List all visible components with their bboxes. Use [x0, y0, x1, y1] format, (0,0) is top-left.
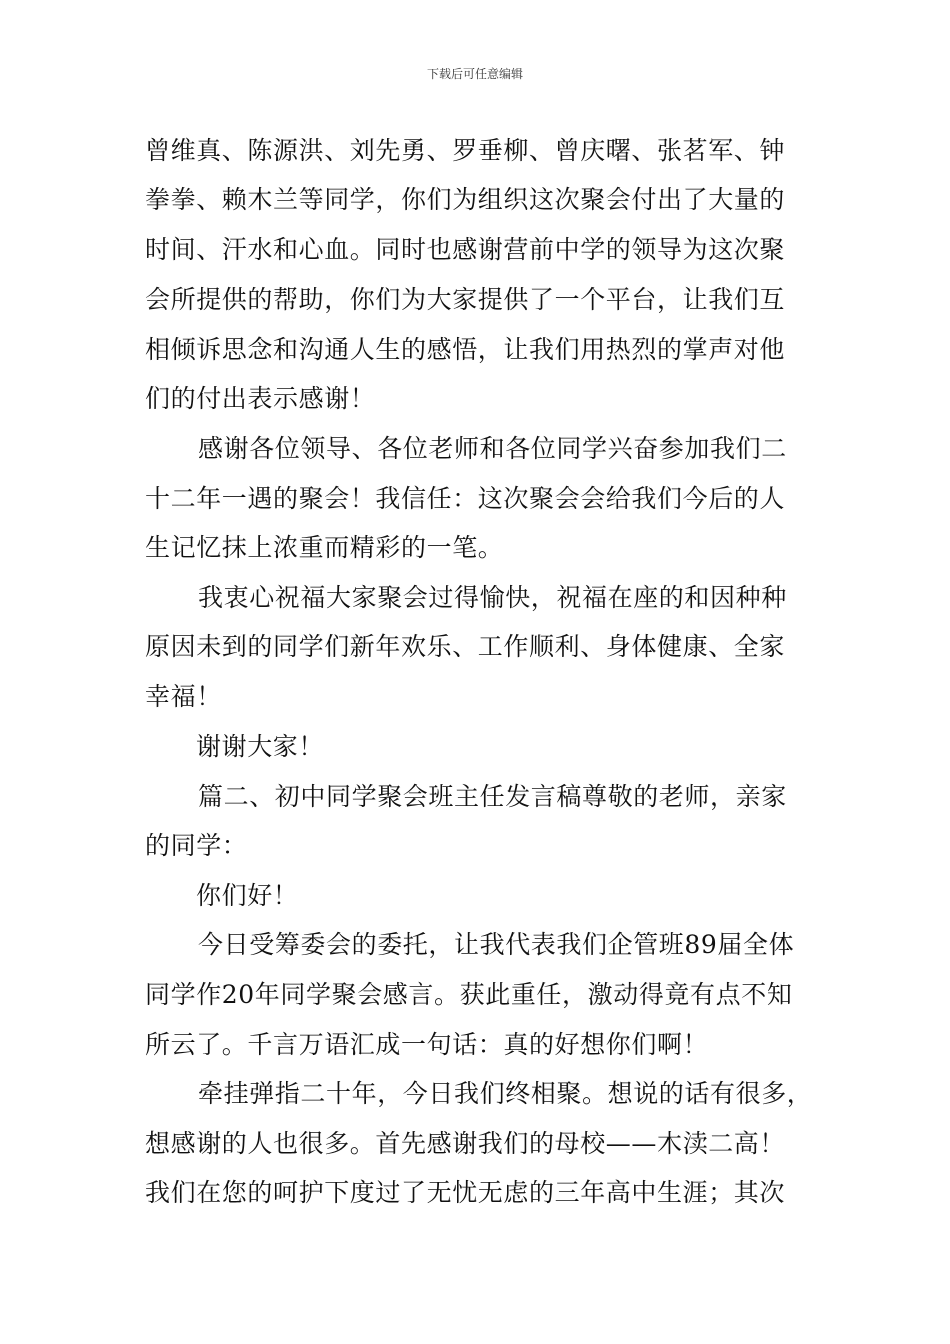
text-line: 的同学： [145, 831, 248, 860]
text-line: 曾维真、陈源洪、刘先勇、罗垂柳、曾庆曙、张茗军、钟 [145, 136, 786, 165]
text-line: 生记忆抹上浓重而精彩的一笔。 [145, 533, 504, 562]
paragraph-first-line: 今日受筹委会的委托，让我代表我们企管班89届全体 [198, 930, 795, 959]
text-line: 相倾诉思念和沟通人生的感悟，让我们用热烈的掌声对他 [145, 335, 786, 364]
text-line: 十二年一遇的聚会！我信任：这次聚会会给我们今后的人 [145, 484, 786, 513]
text-line: 会所提供的帮助，你们为大家提供了一个平台，让我们互 [145, 285, 786, 314]
page-header: 下载后可任意编辑 [426, 67, 523, 81]
paragraph-first-line: 你们好！ [196, 881, 299, 910]
text-line: 原因未到的同学们新年欢乐、工作顺利、身体健康、全家 [145, 632, 786, 661]
text-line: 拳拳、赖木兰等同学，你们为组织这次聚会付出了大量的 [145, 185, 786, 214]
text-line: 幸福！ [145, 682, 222, 711]
paragraph-first-line: 谢谢大家！ [196, 732, 325, 761]
text-line: 同学作20年同学聚会感言。获此重任，激动得竟有点不知 [145, 980, 793, 1009]
paragraph-first-line: 我衷心祝福大家聚会过得愉快，祝福在座的和因种种 [198, 583, 787, 612]
paragraph-first-line: 感谢各位领导、各位老师和各位同学兴奋参加我们二 [198, 434, 787, 463]
section-heading-line: 篇二、初中同学聚会班主任发言稿尊敬的老师，亲家 [198, 782, 787, 811]
text-line: 所云了。千言万语汇成一句话：真的好想你们啊！ [145, 1030, 709, 1059]
text-line: 时间、汗水和心血。同时也感谢营前中学的领导为这次聚 [145, 235, 786, 264]
text-line: 想感谢的人也很多。首先感谢我们的母校——木渎二高！ [145, 1129, 786, 1158]
text-line: 们的付出表示感谢！ [145, 384, 376, 413]
paragraph-first-line: 牵挂弹指二十年，今日我们终相聚。想说的话有很多， [198, 1079, 813, 1108]
text-line: 我们在您的呵护下度过了无忧无虑的三年高中生涯；其次 [145, 1178, 786, 1207]
